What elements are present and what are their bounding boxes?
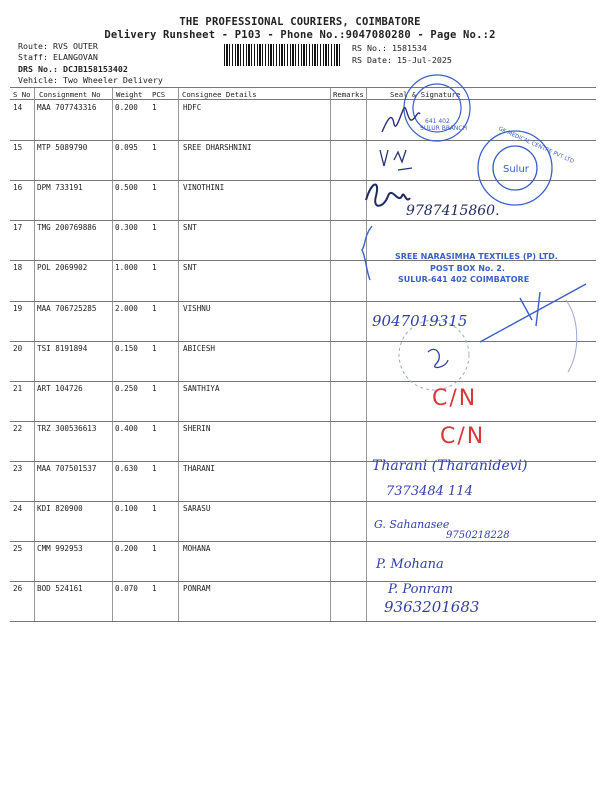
cell-consignee: SHERIN (183, 423, 211, 433)
cell-weight: 0.070 (115, 584, 138, 594)
col-header-pcs: PCS (152, 90, 166, 99)
cell-weight: 0.100 (115, 504, 138, 513)
cell-sno: 17 (13, 223, 23, 233)
col-header-remarks: Remarks (333, 90, 364, 99)
cell-weight: 0.300 (115, 223, 138, 233)
medical-stamp-center: Sulur (503, 164, 529, 175)
handwritten-cin-row22: C/N (440, 424, 486, 449)
col-header-consignment: Consignment No (39, 90, 101, 99)
cell-sno: 14 (13, 103, 23, 112)
cell-pcs: 1 (152, 143, 157, 153)
cell-sno: 21 (13, 383, 23, 393)
bank-stamp (404, 75, 470, 141)
signature-row15 (380, 150, 412, 170)
col-header-consignee: Consignee Details (182, 90, 257, 99)
cell-pcs: 1 (152, 584, 157, 594)
cell-consignment: KDI 820900 (37, 504, 83, 513)
cell-consignee: ABICESH (183, 343, 216, 353)
cell-consignment: TMG 200769886 (37, 223, 97, 233)
cell-consignment: DPM 733191 (37, 183, 83, 193)
signature-row19 (480, 284, 586, 342)
faint-stamp (399, 320, 469, 390)
cell-weight: 0.400 (115, 423, 138, 433)
rs-date: RS Date: 15-Jul-2025 (352, 55, 452, 65)
cell-pcs: 1 (152, 263, 157, 273)
drs-number: DRS No.: DCJB158153402 (18, 64, 128, 74)
cell-pcs: 1 (152, 423, 157, 433)
handwritten-name-row24: G. Sahanasee (374, 518, 450, 531)
cell-consignee: MOHANA (183, 544, 211, 554)
textiles-stamp (362, 226, 558, 284)
cell-sno: 16 (13, 183, 23, 193)
cell-weight: 1.000 (115, 263, 138, 273)
cell-weight: 2.000 (115, 303, 138, 313)
staff-label: Staff: ELANGOVAN (18, 52, 98, 62)
handwritten-name-row26: P. Ponram (388, 582, 454, 597)
cell-consignee: SANTHIYA (183, 383, 220, 393)
cell-consignment: MAA 707743316 (37, 103, 97, 112)
handwritten-name-row23: Tharani (Tharanidevi) (372, 458, 528, 474)
cell-sno: 23 (13, 463, 23, 473)
cell-pcs: 1 (152, 223, 157, 233)
cell-sno: 25 (13, 544, 23, 554)
cell-pcs: 1 (152, 383, 157, 393)
handwritten-phone-row26: 9363201683 (384, 598, 480, 616)
cell-sno: 18 (13, 263, 23, 273)
handwritten-cin-row21: C/N (432, 386, 478, 411)
cell-sno: 26 (13, 584, 23, 594)
cell-consignment: BOD 524161 (37, 584, 83, 594)
company-title: THE PROFESSIONAL COURIERS, COIMBATORE (179, 16, 421, 28)
cell-consignee: THARANI (183, 463, 216, 473)
cell-consignment: TSI 8191894 (37, 343, 88, 353)
cell-pcs: 1 (152, 303, 157, 313)
cell-sno: 24 (13, 504, 23, 513)
route-label: Route: RVS OUTER (18, 41, 98, 51)
cell-pcs: 1 (152, 343, 157, 353)
cell-consignment: TRZ 300536613 (37, 423, 97, 433)
cell-consignment: ART 104726 (37, 383, 83, 393)
cell-weight: 0.250 (115, 383, 138, 393)
stamp-edge (566, 300, 577, 372)
rs-number: RS No.: 1581534 (352, 43, 427, 53)
cell-consignment: MTP 5089790 (37, 143, 88, 153)
handwritten-name-row25: P. Mohana (376, 557, 444, 572)
bank-stamp-name: SULUR BRANCH (420, 125, 468, 132)
handwritten-phone-row23: 7373484 114 (386, 484, 473, 499)
bank-stamp-pin: 641 402 (425, 118, 450, 125)
col-header-seal: Seal & Signature (390, 90, 461, 99)
runsheet-subtitle: Delivery Runsheet - P103 - Phone No.:9047080280 - Page No.:2 (104, 29, 496, 41)
cell-consignee: SREE DHARSHNINI (183, 143, 252, 153)
cell-sno: 19 (13, 303, 23, 313)
cell-consignee: SARASU (183, 504, 211, 513)
cell-weight: 0.200 (115, 544, 138, 554)
cell-consignee: VINOTHINI (183, 183, 225, 193)
cell-weight: 0.150 (115, 343, 138, 353)
signature-row20 (428, 349, 448, 367)
cell-pcs: 1 (152, 463, 157, 473)
cell-weight: 0.095 (115, 143, 138, 153)
signature-row16 (366, 184, 410, 205)
cell-consignee: SNT (183, 263, 197, 273)
cell-weight: 0.500 (115, 183, 138, 193)
cell-sno: 15 (13, 143, 23, 153)
signature-row14 (382, 107, 420, 132)
cell-consignment: MAA 707501537 (37, 463, 97, 473)
cell-consignee: SNT (183, 223, 197, 233)
cell-consignee: VISHNU (183, 303, 211, 313)
cell-consignment: CMM 992953 (37, 544, 83, 554)
cell-consignee: HDFC (183, 103, 202, 112)
cell-weight: 0.630 (115, 463, 138, 473)
cell-pcs: 1 (152, 504, 157, 513)
cell-consignment: POL 2069902 (37, 263, 88, 273)
cell-consignment: MAA 706725285 (37, 303, 97, 313)
cell-consignee: PONRAM (183, 584, 211, 594)
medical-centre-stamp (478, 126, 575, 205)
textiles-line1: SREE NARASIMHA TEXTILES (P) LTD. (395, 252, 558, 261)
cell-weight: 0.200 (115, 103, 138, 112)
textiles-line2: POST BOX No. 2. (430, 264, 505, 273)
cell-sno: 22 (13, 423, 23, 433)
handwritten-phone-row24: 9750218228 (446, 530, 510, 541)
col-header-weight: Weight (116, 90, 143, 99)
cell-sno: 20 (13, 343, 23, 353)
textiles-line3: SULUR-641 402 COIMBATORE (398, 275, 530, 284)
handwritten-phone-row16: 9787415860. (406, 203, 500, 219)
cell-pcs: 1 (152, 103, 157, 112)
vehicle-label: Vehicle: Two Wheeler Delivery (18, 75, 163, 85)
col-header-sno: S No (13, 90, 31, 99)
cell-pcs: 1 (152, 544, 157, 554)
cell-pcs: 1 (152, 183, 157, 193)
medical-stamp-top: GK MEDICAL CENTRE PVT LTD (497, 126, 575, 166)
handwritten-phone-row19: 9047019315 (372, 312, 468, 330)
